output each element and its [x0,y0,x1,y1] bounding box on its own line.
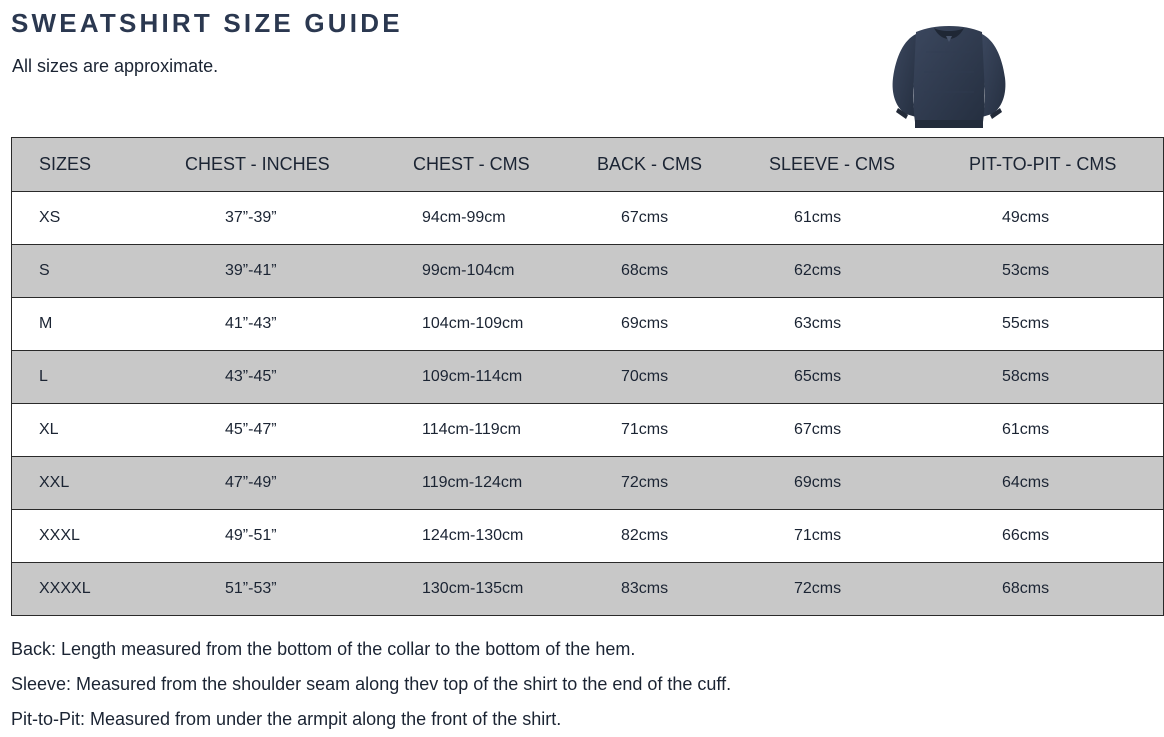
cell-chest-cms: 130cm-135cm [381,563,575,616]
cell-chest-cms: 104cm-109cm [381,298,575,351]
cell-chest-cms: 109cm-114cm [381,351,575,404]
note-back: Back: Length measured from the bottom of the collar to the bottom of the hem. [11,639,636,659]
cell-pit-to-pit-cms: 68cms [949,563,1164,616]
cell-size: XXL [12,457,164,510]
cell-sleeve-cms: 67cms [747,404,949,457]
cell-chest-inches: 37”-39” [163,192,381,245]
measurement-notes [11,632,731,737]
cell-sleeve-cms: 63cms [747,298,949,351]
table-row [12,245,1164,298]
cell-size: S [12,245,164,298]
cell-pit-to-pit-cms: 49cms [949,192,1164,245]
cell-pit-to-pit-cms: 55cms [949,298,1164,351]
cell-back-cms: 70cms [575,351,747,404]
column-header-sleeve-cms: SLEEVE - CMS [747,138,949,192]
cell-back-cms: 68cms [575,245,747,298]
cell-size: XL [12,404,164,457]
cell-pit-to-pit-cms: 66cms [949,510,1164,563]
table-row [12,563,1164,616]
cell-size: XXXL [12,510,164,563]
table-header-row [12,138,1164,192]
column-header-back-cms: BACK - CMS [575,138,747,192]
table-row [12,298,1164,351]
cell-chest-cms: 119cm-124cm [381,457,575,510]
table-row [12,510,1164,563]
cell-chest-inches: 39”-41” [163,245,381,298]
note-pit-to-pit: Pit-to-Pit: Measured from under the armpit along the front of the shirt. [11,709,562,729]
cell-chest-cms: 94cm-99cm [381,192,575,245]
cell-size: L [12,351,164,404]
cell-chest-cms: 99cm-104cm [381,245,575,298]
cell-size: XS [12,192,164,245]
column-header-chest-cms: CHEST - CMS [381,138,575,192]
cell-pit-to-pit-cms: 61cms [949,404,1164,457]
table-row [12,404,1164,457]
cell-sleeve-cms: 62cms [747,245,949,298]
sweatshirt-icon [886,22,1012,132]
cell-chest-cms: 124cm-130cm [381,510,575,563]
cell-chest-inches: 49”-51” [163,510,381,563]
cell-chest-inches: 51”-53” [163,563,381,616]
cell-sleeve-cms: 72cms [747,563,949,616]
cell-pit-to-pit-cms: 58cms [949,351,1164,404]
size-table [11,137,1164,616]
cell-sleeve-cms: 65cms [747,351,949,404]
sweatshirt-product-image [886,22,1012,132]
cell-chest-inches: 45”-47” [163,404,381,457]
cell-back-cms: 72cms [575,457,747,510]
cell-pit-to-pit-cms: 64cms [949,457,1164,510]
cell-sleeve-cms: 71cms [747,510,949,563]
cell-size: XXXXL [12,563,164,616]
cell-back-cms: 71cms [575,404,747,457]
page-title: SWEATSHIRT SIZE GUIDE [11,8,403,38]
note-sleeve: Sleeve: Measured from the shoulder seam along thev top of the shirt to the end of the cuff. [11,674,732,694]
cell-pit-to-pit-cms: 53cms [949,245,1164,298]
cell-chest-cms: 114cm-119cm [381,404,575,457]
cell-sleeve-cms: 61cms [747,192,949,245]
cell-chest-inches: 43”-45” [163,351,381,404]
table-row [12,192,1164,245]
page-subtitle: All sizes are approximate. [12,56,219,76]
table-row [12,457,1164,510]
column-header-chest-inches: CHEST - INCHES [163,138,381,192]
cell-back-cms: 69cms [575,298,747,351]
cell-back-cms: 83cms [575,563,747,616]
column-header-sizes: SIZES [12,138,164,192]
cell-chest-inches: 47”-49” [163,457,381,510]
cell-size: M [12,298,164,351]
cell-chest-inches: 41”-43” [163,298,381,351]
cell-back-cms: 67cms [575,192,747,245]
table-row [12,351,1164,404]
column-header-pit-to-pit-cms: PIT-TO-PIT - CMS [949,138,1164,192]
cell-back-cms: 82cms [575,510,747,563]
cell-sleeve-cms: 69cms [747,457,949,510]
